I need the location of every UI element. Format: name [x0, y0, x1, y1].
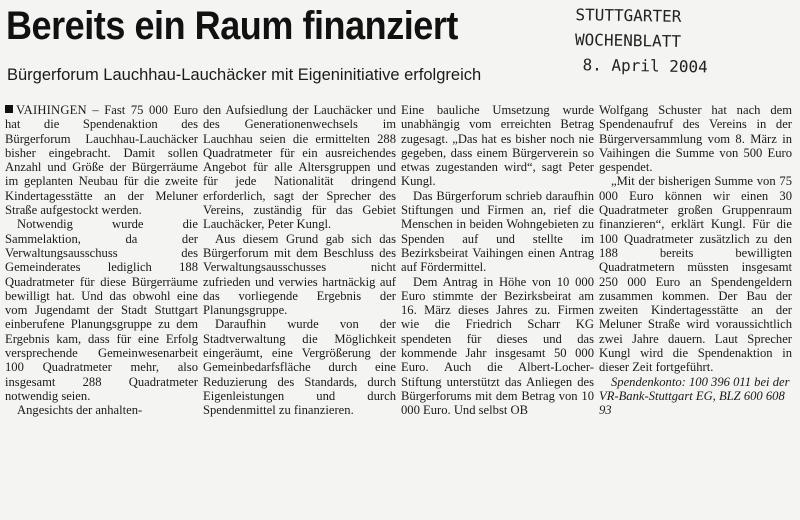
square-bullet-icon — [5, 105, 13, 113]
paragraph: den Aufsiedlung der Lauchäcker und des Generationenwechsels im Lauchhau seien die ermittelten 288 Quadratmeter für ein ausreichendes Angebot für alle Altersgruppen und für jede Nationalität dringend erforderlich, sagt der Sprecher des Vereins, zuständig für das Gebiet Lauchäcker, Peter Kungl. — [203, 103, 396, 232]
handwritten-line-2: WOCHENBLATT — [574, 30, 682, 51]
paragraph: Aus diesem Grund gab sich das Bürgerforum mit dem Beschluss des Verwaltungsausschusses nicht zufrieden und verwies hartnäckig auf das vorliegende Ergebnis der Planungsgruppe. — [203, 231, 396, 318]
paragraph: Das Bürgerforum schrieb daraufhin Stiftungen und Firmen an, rief die Menschen in beiden Wohngebieten zu Spenden auf und stellte im Bezirksbeirat Vaihingen einen Antrag auf Fördermittel. — [401, 188, 594, 275]
column-4 — [599, 103, 792, 418]
handwritten-source-note — [574, 2, 795, 81]
handwritten-line-3: 8. April 2004 — [582, 55, 708, 77]
column-3 — [401, 103, 594, 418]
column-2 — [203, 103, 396, 418]
donation-account-info: Spendenkonto: 100 396 011 bei der VR-Bank-Stuttgart EG, BLZ 600 608 93 — [599, 374, 790, 418]
paragraph: Daraufhin wurde von der Stadtverwaltung die Möglichkeit eingeräumt, eine Vergrößerung der Gemeinbedarfsfläche durch eine Reduzierung des Standards, durch Eigenleistungen und durch Spendenmittel zu finanzieren. — [203, 317, 396, 418]
paragraph — [5, 103, 198, 217]
paragraph: Dem Antrag in Höhe von 10 000 Euro stimmte der Bezirksbeirat am 16. März dieses Jahres zu. Firmen wie die Friedrich Scharr KG spendeten für dieses und das kommende Jahr insgesamt 50 000 Euro. Auch die Albert-Locher-Stiftung unterstützt das Anliegen des Bürgerforums mit dem Betrag von 10 000 Euro. Und selbst OB — [401, 274, 594, 418]
column-1 — [5, 103, 198, 418]
paragraph-text: – Fast 75 000 Euro hat die Spendenaktion des Bürgerforum Lauchhau-Lauchäcker bisher eingebracht. Damit sollen Anzahl und Größe der Bürgerräume im geplanten Neubau für die zweite Kindertagesstätte an der Meluner Straße aufgestockt werden. — [5, 103, 198, 218]
handwritten-line-1: STUTTGARTER — [575, 5, 682, 26]
paragraph: Wolfgang Schuster hat nach dem Spendenaufruf des Vereins in der Bürgerversammlung vom 8. März in Vaihingen die Summe von 500 Euro gespendet. — [599, 103, 792, 175]
subheadline: Bürgerforum Lauchhau-Lauchäcker mit Eigeninitiative erfolgreich — [7, 66, 482, 84]
paragraph: „Mit der bisherigen Summe von 75 000 Euro können wir einen 30 Quadratmeter großen Gruppenraum finanzieren“, erklärt Kungl. Für die 100 Quadratmeter zusätzlich zu den 188 bereits bewilligten Quadratmetern müssten insgesamt 250 000 Euro an Spendengeldern zusammen kommen. Der Bau der zweiten Kindertagesstätte an der Meluner Straße wird voraussichtlich zwei Jahre dauern. Laut Sprecher Kungl wird die Spendenaktion in dieser Zeit fortgeführt. — [599, 174, 792, 375]
paragraph: Eine bauliche Umsetzung wurde unabhängig vom erreichten Betrag zugesagt. „Das hat es bisher noch nie gegeben, dass einem Bürgerverein so etwas zugestanden wird“, sagt Peter Kungl. — [401, 103, 594, 189]
dateline: VAIHINGEN — [16, 103, 87, 117]
paragraph: Angesichts der anhalten- — [17, 403, 143, 418]
paragraph: Notwendig wurde die Sammelaktion, da der Verwaltungsausschuss des Gemeinderates lediglich 188 Quadratmeter für diese Bürgerräume bewilligt hat. Und das obwohl eine vom Jugendamt der Stadt Stuttgart einberufene Planungsgruppe zu dem Ergebnis kam, dass für eine Erfolg versprechende Gemeinwesenarbeit 100 Quadratmeter mehr, also insgesamt 288 Quadratmeter notwendig seien. — [5, 217, 198, 403]
headline: Bereits ein Raum finanziert — [6, 4, 458, 48]
